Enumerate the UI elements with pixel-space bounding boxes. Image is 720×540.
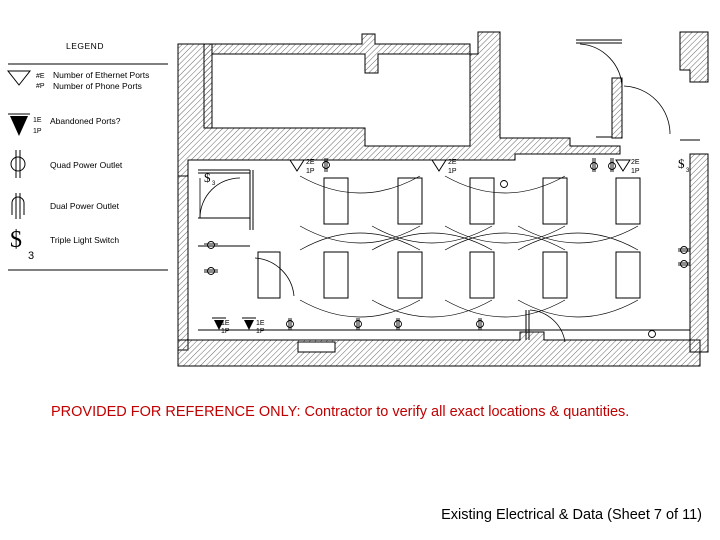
workstation-desk (470, 178, 494, 224)
wall-top-strip (204, 34, 470, 128)
data-port-icon (432, 159, 457, 175)
dual-outlet-icon (12, 193, 24, 219)
legend-label-abandoned: Abandoned Ports? (50, 116, 121, 126)
workstation-desk (543, 252, 567, 298)
legend-label-ethernet: Number of Ethernet Ports (53, 70, 150, 80)
wall-bottom (178, 332, 700, 366)
svg-text:$: $ (204, 170, 211, 185)
triple-switch-icon: $ (10, 227, 22, 253)
sheet-caption: Existing Electrical & Data (Sheet 7 of 11) (441, 507, 702, 523)
legend-switch-subscript: 3 (28, 250, 35, 262)
legend (8, 41, 168, 270)
legend-label-switch: Triple Light Switch (50, 235, 120, 245)
svg-text:2E: 2E (448, 159, 457, 166)
svg-text:2E: 2E (631, 159, 640, 166)
light-switches (204, 156, 690, 187)
port-triangle-icon (8, 71, 30, 85)
legend-item-dual (12, 193, 120, 219)
legend-item-abandoned (8, 114, 121, 136)
wall-right-stub (612, 78, 622, 138)
svg-text:1E: 1E (221, 320, 230, 327)
quad-outlet-icon (355, 318, 362, 330)
svg-text:1P: 1P (306, 168, 315, 175)
svg-text:1P: 1P (631, 168, 640, 175)
legend-abandoned-e: 1E (33, 117, 42, 124)
svg-text:$: $ (678, 156, 685, 171)
quad-outlet-icon (477, 318, 484, 330)
svg-text:1E: 1E (256, 320, 265, 327)
quad-outlet-icon (287, 318, 294, 330)
legend-label-quad: Quad Power Outlet (50, 160, 123, 170)
wall-right-upper (680, 32, 708, 82)
quad-outlets (204, 158, 690, 338)
svg-text:1P: 1P (221, 328, 230, 335)
workstation-desk (616, 252, 640, 298)
workstation-desk (470, 252, 494, 298)
quad-outlet-icon (395, 318, 402, 330)
svg-text:1P: 1P (448, 168, 457, 175)
quad-outlet-icon (204, 242, 218, 249)
abandoned-port-icon (242, 318, 265, 335)
abandoned-port-triangle-icon (10, 116, 28, 136)
wall-right-column (690, 154, 708, 352)
legend-port-e: #E (36, 73, 45, 80)
svg-text:1P: 1P (256, 328, 265, 335)
workstation-desk (324, 178, 348, 224)
svg-text:2E: 2E (306, 159, 315, 166)
legend-label-dual: Dual Power Outlet (50, 201, 119, 211)
workstation-desk (398, 252, 422, 298)
data-port-icon (616, 159, 640, 175)
workstation-desk (324, 252, 348, 298)
legend-item-switch (10, 227, 119, 262)
quad-outlet-icon (649, 331, 656, 338)
legend-item-ports (8, 70, 149, 91)
plan-walls (178, 32, 708, 366)
reference-notice: PROVIDED FOR REFERENCE ONLY: Contractor to verify all exact locations & quantities. (51, 404, 630, 420)
workstation-desk (616, 178, 640, 224)
quad-outlet-icon (204, 268, 218, 275)
legend-port-p: #P (36, 83, 45, 90)
quad-outlet-icon (678, 261, 690, 268)
quad-outlet-icon (678, 247, 690, 254)
legend-abandoned-p: 1P (33, 128, 42, 135)
wall-left-column (178, 176, 188, 350)
triple-switch-icon (678, 156, 690, 174)
legend-label-phone: Number of Phone Ports (53, 81, 142, 91)
legend-title: LEGEND (66, 41, 104, 51)
wall-bottom-notch (298, 342, 335, 352)
workstation-arcs (300, 176, 638, 317)
quad-outlet-icon (609, 158, 616, 172)
workstations (258, 178, 640, 298)
door-swings (200, 44, 670, 342)
quad-outlet-icon (11, 150, 25, 178)
data-port-icon (290, 159, 315, 175)
data-ports (212, 159, 640, 335)
svg-text:3: 3 (212, 181, 216, 187)
plan-lines (198, 40, 700, 340)
quad-outlet-icon (591, 158, 598, 172)
svg-text:3: 3 (686, 168, 690, 174)
legend-item-quad (11, 150, 123, 178)
abandoned-port-icon (212, 318, 230, 335)
quad-outlet-icon (501, 181, 508, 188)
